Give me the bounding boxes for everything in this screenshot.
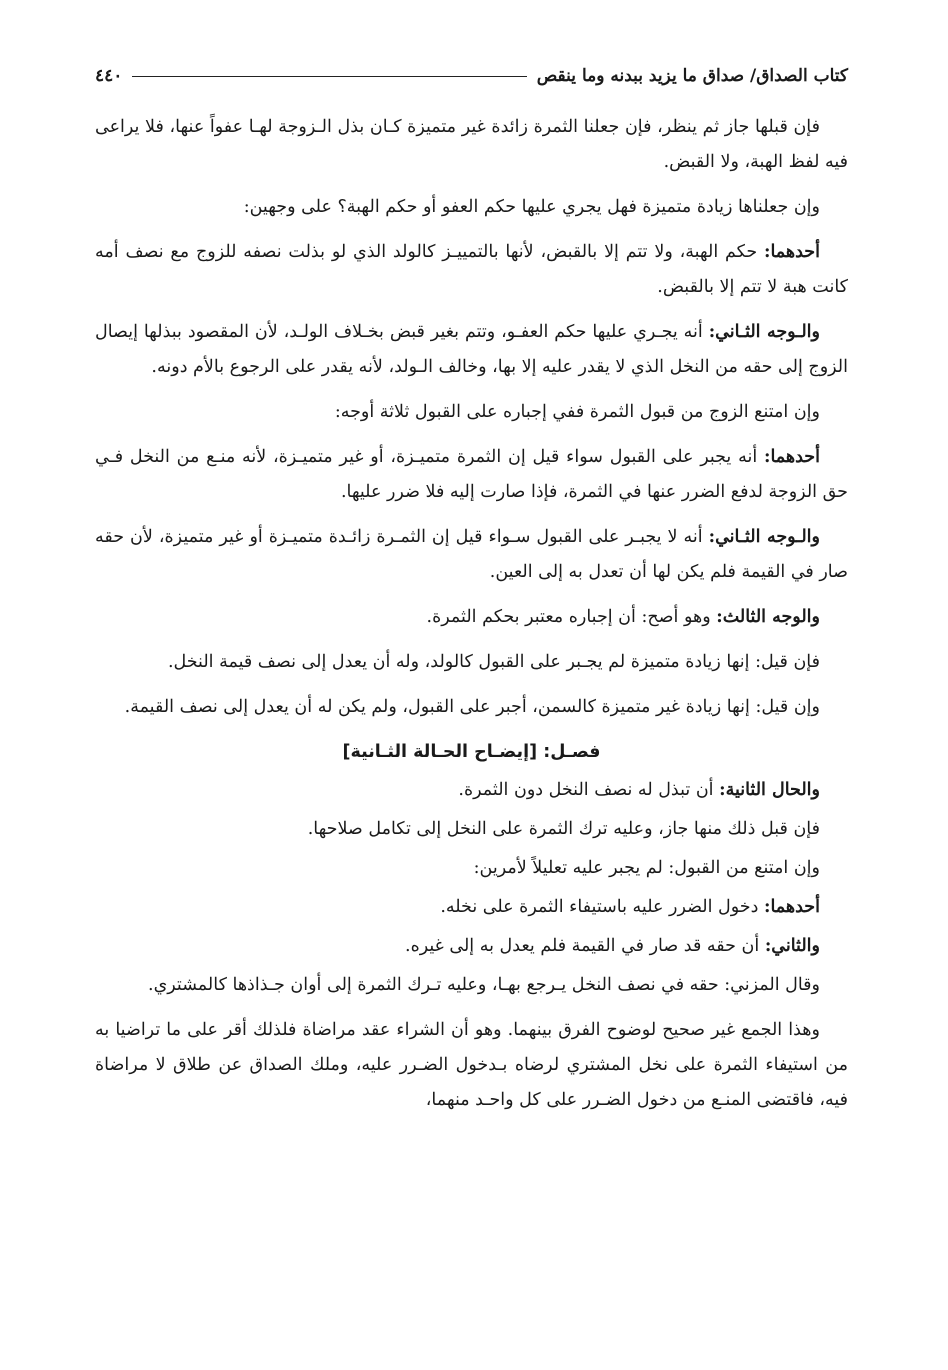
paragraph: فإن قيل: إنها زيادة متميزة لم يجـبر على القبول كالولد، وله أن يعدل إلى نصف قيمة النخل.	[167, 652, 820, 672]
paragraph: وقال المزني: حقه في نصف النخل يـرجع بهـا، وعليه تـرك الثمرة إلى أوان جـذاذها كالمشتري.	[148, 975, 820, 995]
paragraph: وهذا الجمع غير صحيح لوضوح الفرق بينهما. وهو أن الشراء عقد مراضاة فلذلك أقر على ما تراضيا به من استيفاء الثمرة على نخل المشتري لرضاه بـدخول الضـرر عليه، وملك الصداق عن طلاق لا مراضاة فيه، فاقتضى المنـع من دخول الضـرر على كل واحـد منهما،	[95, 1020, 848, 1110]
page-body	[95, 110, 848, 1118]
book-page	[95, 60, 848, 1310]
header-rule	[132, 76, 526, 77]
section-label: فصـل:	[543, 742, 601, 762]
paragraph: فإن قبل ذلك منها جاز، وعليه ترك الثمرة على النخل إلى تكامل صلاحها.	[307, 819, 820, 839]
paragraph: وإن جعلناها زيادة متميزة فهل يجري عليها حكم العفو أو حكم الهبة؟ على وجهين:	[243, 197, 820, 217]
section-heading	[95, 735, 848, 769]
section-subtitle: [إيضـاح الحـالة الثـانية]	[342, 742, 544, 762]
paragraph: وإن امتنع الزوج من قبول الثمرة ففي إجباره على القبول ثلاثة أوجه:	[334, 402, 820, 422]
paragraph: فإن قبلها جاز ثم ينظر، فإن جعلنا الثمرة زائدة غير متميزة كـان بذل الـزوجة لهـا عفواً عنها، فلا يراعى فيه لفظ الهبة، ولا القبض.	[95, 117, 848, 172]
paragraph: والـوجه الثـاني: أنه لا يجبـر على القبول سـواء قيل إن الثمـرة زائـدة متميـزة أو غير متميزة، لأن حقه صار في القيمة فلم يكن لها أن تعدل به إلى العين.	[95, 527, 848, 582]
paragraph: وإن امتنع من القبول: لم يجبر عليه تعليلاً لأمرين:	[473, 858, 820, 878]
running-header	[95, 60, 848, 92]
chapter-title: كتاب الصداق/ صداق ما يزيد ببدنه وما ينقص	[536, 66, 848, 86]
paragraph: والحال الثانية: أن تبذل له نصف النخل دون الثمرة.	[458, 780, 820, 800]
paragraph: والـوجه الثـاني: أنه يجـري عليها حكم العفـو، وتتم بغير قبض بخـلاف الولـد، لأن المقصود ببذلها إيصال الزوج إلى حقه من النخل الذي لا يقدر عليه إلا بها، وخالف الـولد، لأنه يقدر على الرجوع بالأم دونه.	[95, 322, 848, 377]
paragraph: أحدهما: حكم الهبة، ولا تتم إلا بالقبض، لأنها بالتمييـز كالولد الذي لو بذلت نصفه للزوج مع نصف أمه كانت هبة لا تتم إلا بالقبض.	[95, 242, 848, 297]
paragraph: أحدهما: أنه يجبر على القبول سواء قيل إن الثمرة متميـزة، أو غير متميـزة، لأنه منـع من النخل فـي حق الزوجة لدفع الضرر عنها في الثمرة، فإذا صارت إليه فلا ضرر عليها.	[95, 447, 848, 502]
paragraph: وإن قيل: إنها زيادة غير متميزة كالسمن، أجبر على القبول، ولم يكن له أن يعدل إلى نصف القيمة.	[124, 697, 820, 717]
paragraph: والثاني: أن حقه قد صار في القيمة فلم يعدل به إلى غيره.	[405, 936, 820, 956]
page-number: ٤٤٠	[95, 66, 123, 86]
paragraph: أحدهما: دخول الضرر عليه باستيفاء الثمرة على نخله.	[440, 897, 820, 917]
paragraph: والوجه الثالث: وهو أصح: أن إجباره معتبر بحكم الثمرة.	[426, 607, 820, 627]
